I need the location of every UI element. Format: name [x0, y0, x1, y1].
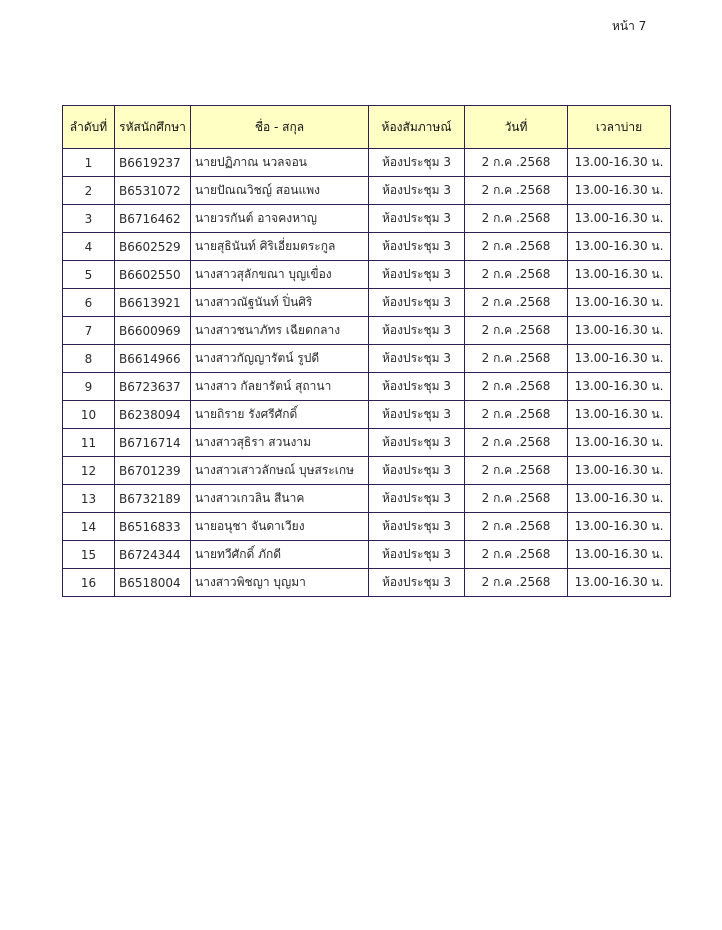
cell-student-id: B6531072 — [115, 177, 191, 205]
cell-date: 2 ก.ค .2568 — [465, 457, 568, 485]
cell-no: 14 — [63, 513, 115, 541]
table-row — [63, 261, 671, 289]
cell-room: ห้องประชุม 3 — [369, 233, 465, 261]
cell-room: ห้องประชุม 3 — [369, 317, 465, 345]
cell-time: 13.00-16.30 น. — [568, 205, 671, 233]
cell-time: 13.00-16.30 น. — [568, 513, 671, 541]
cell-room: ห้องประชุม 3 — [369, 429, 465, 457]
cell-student-id: B6518004 — [115, 569, 191, 597]
cell-no: 8 — [63, 345, 115, 373]
cell-time: 13.00-16.30 น. — [568, 569, 671, 597]
table-row — [63, 289, 671, 317]
cell-name: นายปัณณวิชญ์ สอนแพง — [191, 177, 369, 205]
cell-room: ห้องประชุม 3 — [369, 261, 465, 289]
cell-time: 13.00-16.30 น. — [568, 373, 671, 401]
page-number: หน้า 7 — [612, 19, 647, 33]
cell-name: นางสาวสุลักขณา บุญเขื่อง — [191, 261, 369, 289]
cell-time: 13.00-16.30 น. — [568, 317, 671, 345]
cell-date: 2 ก.ค .2568 — [465, 345, 568, 373]
cell-student-id: B6724344 — [115, 541, 191, 569]
cell-date: 2 ก.ค .2568 — [465, 485, 568, 513]
table-row — [63, 569, 671, 597]
cell-student-id: B6600969 — [115, 317, 191, 345]
cell-name: นายถิราย รังศรีศักดิ์ — [191, 401, 369, 429]
cell-no: 15 — [63, 541, 115, 569]
cell-student-id: B6701239 — [115, 457, 191, 485]
cell-room: ห้องประชุม 3 — [369, 149, 465, 177]
header-date: วันที่ — [465, 106, 568, 149]
cell-student-id: B6602529 — [115, 233, 191, 261]
cell-name: นายปฏิภาณ นวลจอน — [191, 149, 369, 177]
table-row — [63, 485, 671, 513]
cell-no: 5 — [63, 261, 115, 289]
cell-room: ห้องประชุม 3 — [369, 457, 465, 485]
cell-name: นายสุธินันท์ ศิริเอี่ยมตระกูล — [191, 233, 369, 261]
cell-no: 3 — [63, 205, 115, 233]
cell-no: 7 — [63, 317, 115, 345]
table-row — [63, 541, 671, 569]
cell-date: 2 ก.ค .2568 — [465, 289, 568, 317]
cell-name: นายอนุชา จันดาเวียง — [191, 513, 369, 541]
table-row — [63, 233, 671, 261]
table-row — [63, 177, 671, 205]
cell-no: 12 — [63, 457, 115, 485]
cell-date: 2 ก.ค .2568 — [465, 205, 568, 233]
cell-no: 1 — [63, 149, 115, 177]
cell-room: ห้องประชุม 3 — [369, 541, 465, 569]
table-row — [63, 513, 671, 541]
cell-student-id: B6614966 — [115, 345, 191, 373]
cell-room: ห้องประชุม 3 — [369, 289, 465, 317]
cell-date: 2 ก.ค .2568 — [465, 401, 568, 429]
cell-student-id: B6716462 — [115, 205, 191, 233]
table-body — [63, 149, 671, 597]
cell-date: 2 ก.ค .2568 — [465, 513, 568, 541]
cell-time: 13.00-16.30 น. — [568, 177, 671, 205]
cell-no: 10 — [63, 401, 115, 429]
cell-room: ห้องประชุม 3 — [369, 401, 465, 429]
cell-no: 11 — [63, 429, 115, 457]
cell-name: นางสาวพิชญา บุญมา — [191, 569, 369, 597]
cell-student-id: B6723637 — [115, 373, 191, 401]
table-row — [63, 149, 671, 177]
cell-date: 2 ก.ค .2568 — [465, 149, 568, 177]
header-name: ชื่อ - สกุล — [191, 106, 369, 149]
cell-name: นางสาวสุธิรา สวนงาม — [191, 429, 369, 457]
cell-date: 2 ก.ค .2568 — [465, 233, 568, 261]
table-row — [63, 345, 671, 373]
header-no: ลำดับที่ — [63, 106, 115, 149]
cell-room: ห้องประชุม 3 — [369, 177, 465, 205]
table-header-row — [63, 106, 671, 149]
cell-student-id: B6732189 — [115, 485, 191, 513]
header-time: เวลาบ่าย — [568, 106, 671, 149]
cell-student-id: B6602550 — [115, 261, 191, 289]
cell-student-id: B6716714 — [115, 429, 191, 457]
cell-no: 4 — [63, 233, 115, 261]
cell-name: นางสาว กัลยารัตน์ สุถานา — [191, 373, 369, 401]
interview-schedule-table — [62, 105, 671, 597]
cell-date: 2 ก.ค .2568 — [465, 177, 568, 205]
cell-room: ห้องประชุม 3 — [369, 373, 465, 401]
cell-student-id: B6613921 — [115, 289, 191, 317]
cell-time: 13.00-16.30 น. — [568, 457, 671, 485]
cell-time: 13.00-16.30 น. — [568, 261, 671, 289]
cell-room: ห้องประชุม 3 — [369, 345, 465, 373]
cell-no: 9 — [63, 373, 115, 401]
table-row — [63, 317, 671, 345]
table-row — [63, 457, 671, 485]
cell-date: 2 ก.ค .2568 — [465, 541, 568, 569]
cell-name: นางสาวกัญญารัตน์ รูปดี — [191, 345, 369, 373]
cell-student-id: B6238094 — [115, 401, 191, 429]
cell-date: 2 ก.ค .2568 — [465, 317, 568, 345]
cell-time: 13.00-16.30 น. — [568, 429, 671, 457]
table-row — [63, 429, 671, 457]
cell-room: ห้องประชุม 3 — [369, 569, 465, 597]
cell-time: 13.00-16.30 น. — [568, 289, 671, 317]
header-student-id: รหัสนักศึกษา — [115, 106, 191, 149]
cell-no: 16 — [63, 569, 115, 597]
cell-date: 2 ก.ค .2568 — [465, 373, 568, 401]
cell-time: 13.00-16.30 น. — [568, 541, 671, 569]
cell-time: 13.00-16.30 น. — [568, 485, 671, 513]
cell-room: ห้องประชุม 3 — [369, 485, 465, 513]
cell-no: 2 — [63, 177, 115, 205]
cell-room: ห้องประชุม 3 — [369, 513, 465, 541]
cell-room: ห้องประชุม 3 — [369, 205, 465, 233]
cell-name: นางสาวเสาวลักษณ์ บุษสระเกษ — [191, 457, 369, 485]
cell-name: นายวรกันต์ อาจคงหาญ — [191, 205, 369, 233]
table-row — [63, 205, 671, 233]
cell-name: นางสาวชนาภัทร เฉียดกลาง — [191, 317, 369, 345]
cell-time: 13.00-16.30 น. — [568, 149, 671, 177]
cell-no: 13 — [63, 485, 115, 513]
cell-time: 13.00-16.30 น. — [568, 345, 671, 373]
cell-time: 13.00-16.30 น. — [568, 401, 671, 429]
cell-name: นางสาวณัฐนันท์ ปิ่นศิริ — [191, 289, 369, 317]
cell-date: 2 ก.ค .2568 — [465, 569, 568, 597]
table-row — [63, 373, 671, 401]
cell-student-id: B6516833 — [115, 513, 191, 541]
cell-name: นายทวีศักดิ์ ภักดี — [191, 541, 369, 569]
cell-date: 2 ก.ค .2568 — [465, 261, 568, 289]
table-row — [63, 401, 671, 429]
cell-time: 13.00-16.30 น. — [568, 233, 671, 261]
cell-no: 6 — [63, 289, 115, 317]
header-room: ห้องสัมภาษณ์ — [369, 106, 465, 149]
cell-student-id: B6619237 — [115, 149, 191, 177]
cell-date: 2 ก.ค .2568 — [465, 429, 568, 457]
cell-name: นางสาวเกวลิน สีนาค — [191, 485, 369, 513]
